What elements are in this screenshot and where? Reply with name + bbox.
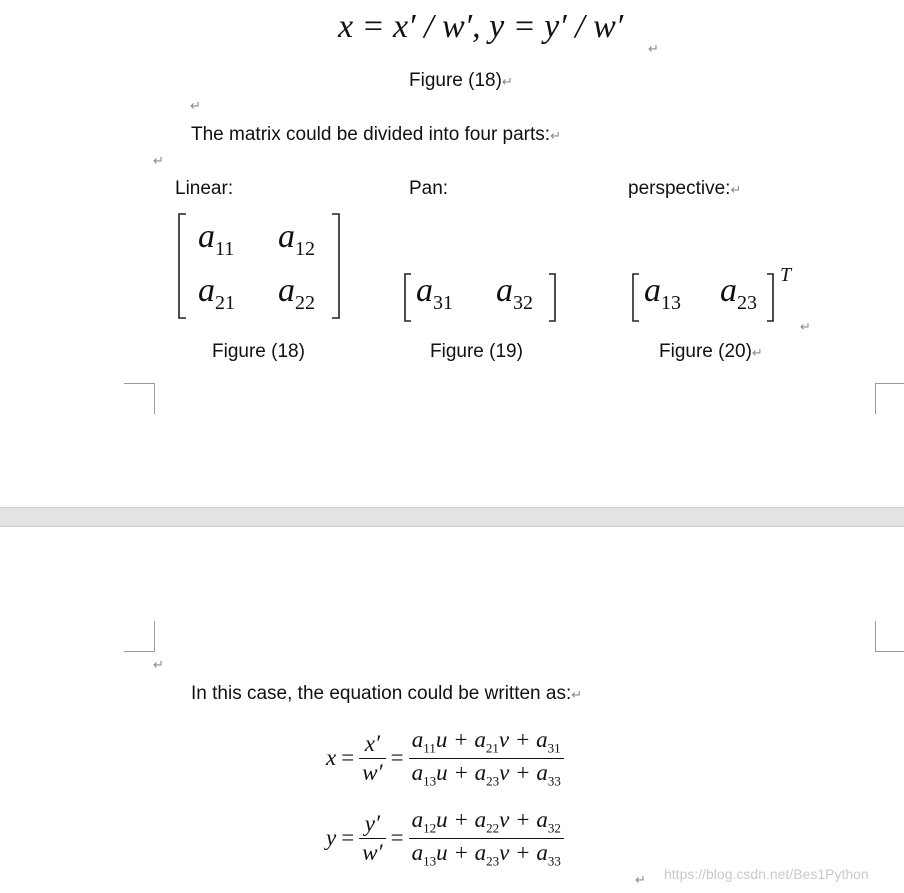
fraction-y-over-w: $\frac{y'}{w'}$	[359, 811, 385, 866]
fraction-x-expanded: $\frac{a_{11}u + a_{21}v + a_{31}}{a_{13}u + a_{23}v + a_{33}}$	[409, 727, 564, 789]
caption-figure-20: Figure (20)↵	[659, 341, 763, 362]
margin-corner-mark	[124, 383, 155, 414]
fraction-x-over-w: $\frac{x'}{w'}$	[359, 731, 385, 786]
equation-x: x = $\frac{x'}{w'}$ = $\frac{a_{11}u + a_{21}v + a_{31}}{a_{13}u + a_{23}v + a_{33}}$	[326, 727, 564, 789]
paragraph-mark: ↵	[648, 42, 659, 57]
label-linear: Linear:	[175, 178, 234, 199]
matrix-entry: $a_{11}$	[198, 218, 235, 260]
paragraph-matrix-parts: The matrix could be divided into four parts:↵	[191, 124, 561, 145]
margin-corner-mark	[124, 621, 155, 652]
paragraph-mark: ↵	[800, 320, 811, 335]
paragraph-mark: ↵	[153, 658, 164, 673]
paragraph-mark: ↵	[635, 873, 646, 888]
page-separator	[0, 507, 904, 527]
paragraph-equation-intro: In this case, the equation could be written as:↵	[191, 683, 583, 704]
top-formula: x = x′ / w′, y = y′ / w′	[338, 8, 624, 45]
caption-figure-19: Figure (19)	[430, 341, 523, 362]
pan-vector	[402, 272, 558, 324]
paragraph-mark: ↵	[153, 154, 164, 169]
document-page-2	[0, 527, 904, 893]
linear-matrix	[176, 212, 342, 322]
label-perspective: perspective:↵	[628, 178, 742, 199]
paragraph-mark: ↵	[190, 99, 201, 114]
margin-corner-mark	[875, 383, 904, 414]
label-pan: Pan:	[409, 178, 449, 199]
figure-caption-top: Figure (18)↵	[409, 70, 513, 91]
watermark: https://blog.csdn.net/Bes1Python	[664, 866, 869, 882]
vector-entry: $a_{13}$	[644, 272, 681, 314]
perspective-vector	[630, 264, 792, 324]
equation-y: y = $\frac{y'}{w'}$ = $\frac{a_{12}u + a_{22}v + a_{32}}{a_{13}u + a_{23}v + a_{33}}$	[326, 807, 564, 869]
vector-entry: $a_{32}$	[496, 272, 533, 314]
vector-entry: $a_{23}$	[720, 272, 757, 314]
fraction-y-expanded: $\frac{a_{12}u + a_{22}v + a_{32}}{a_{13}u + a_{23}v + a_{33}}$	[409, 807, 564, 869]
margin-corner-mark	[875, 621, 904, 652]
matrix-entry: $a_{12}$	[278, 218, 315, 260]
caption-figure-18: Figure (18)	[212, 341, 305, 362]
matrix-entry: $a_{22}$	[278, 272, 315, 314]
vector-entry: $a_{31}$	[416, 272, 453, 314]
matrix-entry: $a_{21}$	[198, 272, 235, 314]
transpose-superscript: T	[780, 264, 792, 286]
